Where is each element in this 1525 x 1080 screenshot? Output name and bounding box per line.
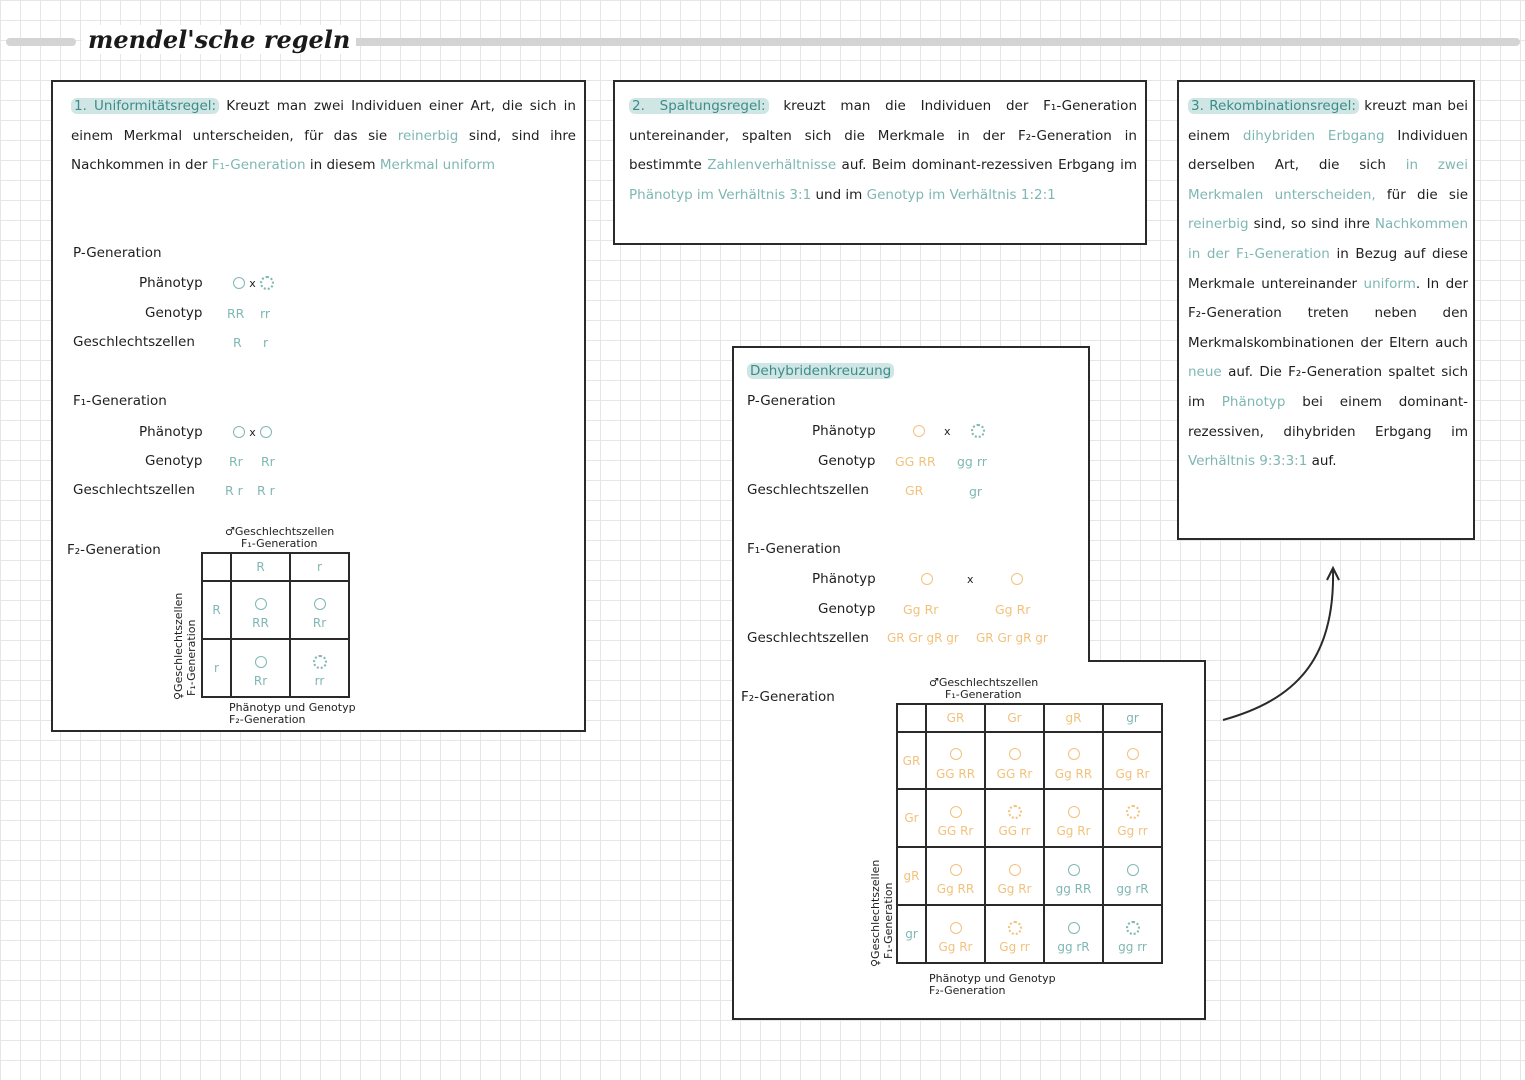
f1-phenotype-a — [921, 571, 933, 587]
row-header: gr — [897, 905, 926, 963]
title-rule-right — [288, 38, 1520, 46]
punnett-cell: gg rr — [1103, 905, 1162, 963]
f1-genotype-label: Genotyp — [818, 601, 876, 617]
col-header: gr — [1103, 704, 1162, 732]
round-seed-icon — [255, 656, 267, 668]
punnett-cell: Gg Rr — [1103, 732, 1162, 789]
wrinkled-seed-icon — [313, 655, 327, 669]
col-header: GR — [926, 704, 985, 732]
round-seed-icon — [1068, 748, 1080, 760]
round-seed-icon — [233, 277, 245, 289]
male-gametes-label: ♂Geschlechtszellen — [225, 525, 335, 538]
p-genotype-b: gg rr — [957, 454, 987, 469]
f1-genotype-a: Rr — [229, 454, 243, 469]
punnett-cell: Gg Rr — [985, 847, 1044, 905]
title-rule-left — [6, 38, 76, 46]
round-seed-icon — [233, 426, 245, 438]
round-seed-icon — [1068, 806, 1080, 818]
round-seed-icon — [260, 426, 272, 438]
f1-cross: x — [967, 573, 974, 586]
round-seed-icon — [921, 573, 933, 585]
round-seed-icon — [950, 806, 962, 818]
recombination-rule-heading: 3. Rekombinationsregel: — [1188, 98, 1359, 114]
uniformity-rule-heading: 1. Uniformitätsregel: — [71, 98, 219, 114]
f1-phenotype-b — [1011, 571, 1023, 587]
curved-arrow-icon — [1215, 560, 1355, 730]
f2-generation-label: F₂-Generation — [741, 689, 835, 705]
dihybrid-cross-box — [733, 347, 1205, 1019]
f1-gametes-label: Geschlechtszellen — [73, 482, 195, 498]
punnett-cell: gg rR — [1044, 905, 1103, 963]
genotype-label: Genotyp — [145, 305, 203, 321]
table-row — [897, 847, 1162, 905]
round-seed-icon — [255, 598, 267, 610]
wrinkled-seed-icon — [1008, 921, 1022, 935]
punnett-cell: RR — [231, 581, 290, 639]
f1-gametes-b: GR Gr gR gr — [976, 631, 1048, 645]
round-seed-icon — [1009, 864, 1021, 876]
dihybrid-heading: Dehybridenkreuzung — [747, 363, 894, 379]
row-header: R — [202, 581, 231, 639]
round-seed-icon — [1068, 922, 1080, 934]
punnett-cell: gg RR — [1044, 847, 1103, 905]
punnett-cell: rr — [290, 639, 349, 697]
wrinkled-seed-icon — [971, 424, 985, 438]
p-gamete-b: gr — [969, 484, 983, 499]
col-header: R — [231, 553, 290, 581]
f1-gametes-a: GR Gr gR gr — [887, 631, 959, 645]
punnett-cell: GG RR — [926, 732, 985, 789]
f1-genotype-label: Genotyp — [145, 453, 203, 469]
male-gametes-sub: F₁-Generation — [945, 688, 1022, 701]
p-phenotype-b — [971, 423, 985, 439]
punnett-cell: Gg RR — [1044, 732, 1103, 789]
punnett-square-monohybrid — [201, 552, 350, 698]
wrinkled-seed-icon — [1008, 805, 1022, 819]
f2-generation-label: F₂-Generation — [67, 542, 161, 558]
phenotype-label: Phänotyp — [812, 423, 876, 439]
male-gametes-sub: F₁-Generation — [241, 537, 318, 550]
uniformity-rule-text: 1. Uniformitätsregel: Kreuzt man zwei Individuen einer Art, die sich in einem Merkmal unterscheiden, für das sie reinerbig sind, sind ihre Nachkommen in der F₁-Generation in diesem Merkmal uniform — [71, 98, 576, 174]
f1-genotype-b: Rr — [261, 454, 275, 469]
punnett-cell: GG Rr — [985, 732, 1044, 789]
female-gametes-sub: F₁-Generation — [185, 619, 198, 696]
p-phenotype-cross: x — [233, 275, 274, 291]
round-seed-icon — [1127, 748, 1139, 760]
gametes-label: Geschlechtszellen — [747, 482, 869, 498]
recombination-rule-text: 3. Rekombinationsregel: kreuzt man bei einem dihybriden Erbgang Individuen derselben Art, die sich in zwei Merkmalen unterscheiden, für die sie reinerbig sind, so sind ihre Nachkommen in der F₁-Generation in Bezug auf diese Merkmale untereinander uniform. In der F₂-Generation treten neben den Merkmalskombinationen der Eltern auch neue auf. Die F₂-Generation spaltet sich im Phänotyp bei einem dominant-rezessiven, dihybriden Erbgang im Verhältnis 9:3:3:1 auf. — [1188, 98, 1469, 470]
f1-genotype-a: Gg Rr — [903, 602, 939, 617]
p-gamete-a: GR — [905, 483, 924, 498]
f1-generation-label: F₁-Generation — [747, 541, 841, 557]
punnett-footer: Phänotyp und Genotyp — [229, 701, 356, 714]
punnett-cell: Gg Rr — [926, 905, 985, 963]
table-row — [897, 789, 1162, 847]
round-seed-icon — [1068, 864, 1080, 876]
recombination-rule-box — [1177, 80, 1475, 540]
round-seed-icon — [1011, 573, 1023, 585]
round-seed-icon — [1127, 864, 1139, 876]
punnett-cell: Gg Rr — [1044, 789, 1103, 847]
female-gametes-label: ♀Geschlechtszellen — [172, 592, 185, 700]
p-gamete-b: r — [263, 335, 269, 350]
table-row — [897, 905, 1162, 963]
f1-phenotype-label: Phänotyp — [812, 571, 876, 587]
row-header: r — [202, 639, 231, 697]
uniformity-rule-box — [51, 80, 586, 732]
f1-gametes-a: R r — [225, 483, 243, 498]
punnett-cell: gg rR — [1103, 847, 1162, 905]
f1-gametes-b: R r — [257, 483, 275, 498]
male-gametes-label: ♂Geschlechtszellen — [929, 676, 1039, 689]
p-genotype-a: RR — [227, 306, 245, 321]
corner-cell — [202, 553, 231, 581]
p-generation-label: P-Generation — [73, 245, 162, 261]
female-gametes-sub: F₁-Generation — [882, 882, 895, 959]
corner-cell — [897, 704, 926, 732]
col-header: gR — [1044, 704, 1103, 732]
gametes-label: Geschlechtszellen — [73, 334, 195, 350]
round-seed-icon — [950, 748, 962, 760]
f1-phenotype-cross: x — [233, 424, 272, 440]
row-header: GR — [897, 732, 926, 789]
row-header: Gr — [897, 789, 926, 847]
wrinkled-seed-icon — [260, 276, 274, 290]
col-header: Gr — [985, 704, 1044, 732]
f1-generation-label: F₁-Generation — [73, 393, 167, 409]
p-cross: x — [944, 425, 951, 438]
punnett-cell: Gg RR — [926, 847, 985, 905]
p-gamete-a: R — [233, 335, 242, 350]
genotype-label: Genotyp — [818, 453, 876, 469]
punnett-cell: Rr — [290, 581, 349, 639]
round-seed-icon — [314, 598, 326, 610]
p-phenotype-a — [913, 423, 925, 439]
f1-gametes-label: Geschlechtszellen — [747, 630, 869, 646]
round-seed-icon — [913, 425, 925, 437]
wrinkled-seed-icon — [1126, 921, 1140, 935]
punnett-cell: Rr — [231, 639, 290, 697]
punnett-cell: GG rr — [985, 789, 1044, 847]
punnett-footer-sub: F₂-Generation — [229, 713, 306, 726]
phenotype-label: Phänotyp — [139, 275, 203, 291]
header-row — [897, 704, 1162, 732]
punnett-cell: Gg rr — [985, 905, 1044, 963]
segregation-rule-heading: 2. Spaltungsregel: — [629, 98, 769, 114]
punnett-footer: Phänotyp und Genotyp — [929, 972, 1056, 985]
wrinkled-seed-icon — [1126, 805, 1140, 819]
p-generation-label: P-Generation — [747, 393, 836, 409]
p-genotype-a: GG RR — [895, 454, 936, 469]
round-seed-icon — [950, 922, 962, 934]
punnett-cell: Gg rr — [1103, 789, 1162, 847]
punnett-square-dihybrid — [896, 703, 1163, 964]
round-seed-icon — [950, 864, 962, 876]
f1-genotype-b: Gg Rr — [995, 602, 1031, 617]
table-row — [897, 732, 1162, 789]
segregation-rule-text: 2. Spaltungsregel: kreuzt man die Individuen der F₁-Generation untereinander, spalten sich die Merkmale in der F₂-Generation in bestimmte Zahlenverhältnisse auf. Beim dominant-rezessiven Erbgang im Phänotyp im Verhältnis 3:1 und im Genotyp im Verhältnis 1:2:1 — [629, 98, 1137, 203]
segregation-rule-box — [613, 80, 1147, 245]
punnett-footer-sub: F₂-Generation — [929, 984, 1006, 997]
col-header: r — [290, 553, 349, 581]
round-seed-icon — [1009, 748, 1021, 760]
female-gametes-label: ♀Geschlechtszellen — [869, 859, 882, 967]
p-genotype-b: rr — [260, 306, 271, 321]
page-title: mendel'sche regeln — [82, 25, 356, 54]
punnett-cell: GG Rr — [926, 789, 985, 847]
f1-phenotype-label: Phänotyp — [139, 424, 203, 440]
row-header: gR — [897, 847, 926, 905]
